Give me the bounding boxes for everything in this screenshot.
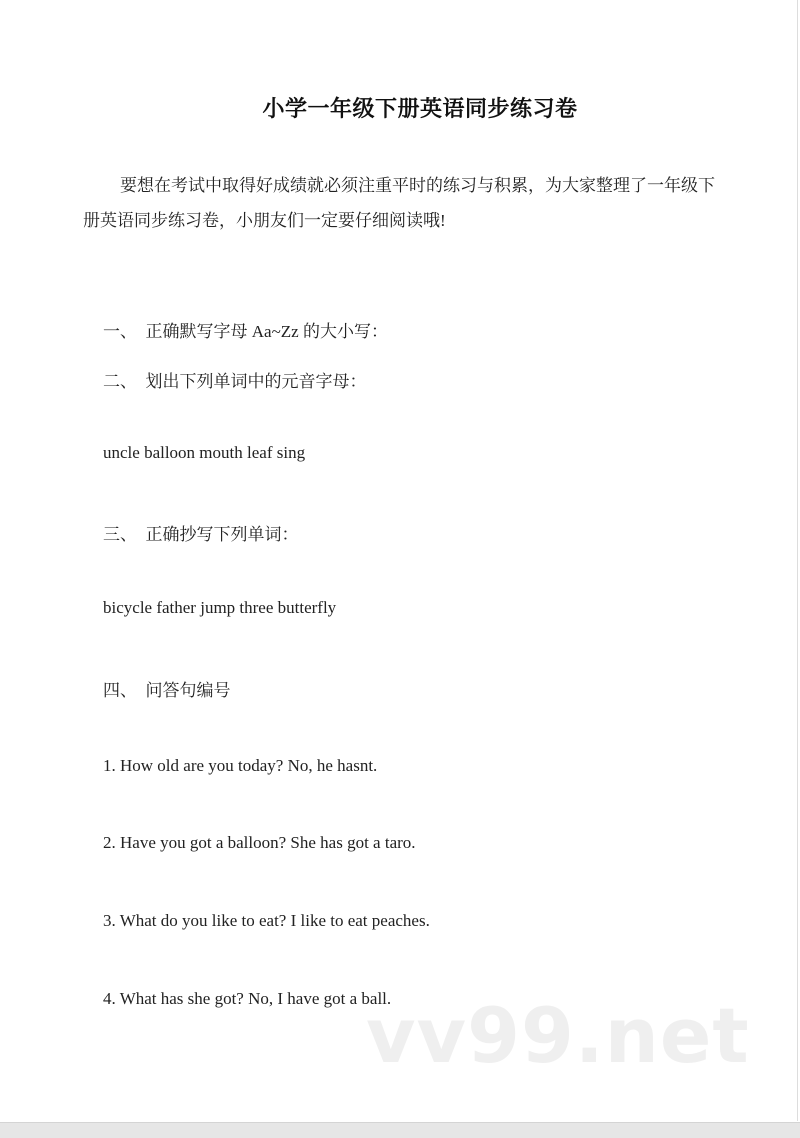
section-heading-4: 四、 问答句编号 bbox=[103, 681, 231, 700]
word-list-copy: bicycle father jump three butterfly bbox=[103, 598, 337, 617]
question-item-4: 4. What has she got? No, I have got a ball. bbox=[103, 989, 392, 1008]
intro-paragraph: 要想在考试中取得好成绩就必须注重平时的练习与积累，为大家整理了一年级下册英语同步练习卷，小朋友们一定要仔细阅读哦! bbox=[83, 176, 715, 230]
watermark: vv99.net bbox=[366, 991, 750, 1080]
section-heading-2: 二、 划出下列单词中的元音字母： bbox=[103, 372, 367, 391]
section-heading-1: 一、 正确默写字母 Aa~Zz 的大小写： bbox=[103, 322, 388, 341]
question-item-2: 2. Have you got a balloon? She has got a taro. bbox=[103, 833, 416, 852]
word-list-vowels: uncle balloon mouth leaf sing bbox=[103, 443, 306, 462]
question-item-1: 1. How old are you today? No, he hasnt. bbox=[103, 756, 378, 775]
page-bottom-edge bbox=[0, 1122, 800, 1138]
page-title: 小学一年级下册英语同步练习卷 bbox=[262, 97, 578, 122]
section-heading-3: 三、 正确抄写下列单词： bbox=[103, 525, 299, 544]
question-item-3: 3. What do you like to eat? I like to eat peaches. bbox=[103, 911, 430, 930]
